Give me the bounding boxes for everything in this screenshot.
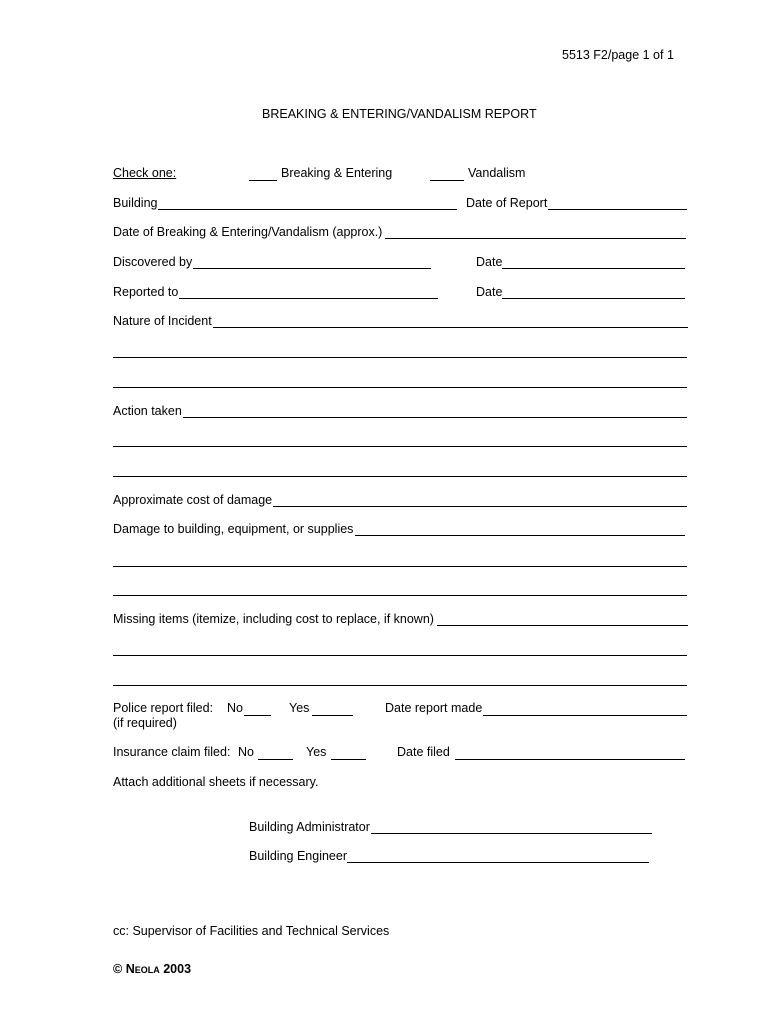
discovered-date-label: Date: [476, 255, 503, 269]
incident-date-label: Date of Breaking & Entering/Vandalism (approx.): [113, 225, 383, 239]
damage-label: Damage to building, equipment, or supplies: [113, 522, 354, 536]
vandalism-label: Vandalism: [468, 166, 526, 180]
reported-to-field[interactable]: [179, 298, 438, 299]
damage-field[interactable]: [355, 535, 685, 536]
insurance-no-label: No: [238, 745, 254, 759]
date-of-report-label: Date of Report: [466, 196, 548, 210]
building-engineer-signature[interactable]: [347, 862, 649, 863]
building-label: Building: [113, 196, 158, 210]
action-taken-field[interactable]: [183, 417, 687, 418]
action-taken-line-2[interactable]: [113, 446, 687, 447]
building-engineer-label: Building Engineer: [249, 849, 347, 863]
nature-of-incident-field[interactable]: [213, 327, 688, 328]
incident-date-field[interactable]: [385, 238, 686, 239]
copyright-symbol: ©: [113, 962, 123, 976]
police-no-label: No: [227, 701, 243, 715]
missing-items-line-3[interactable]: [113, 685, 687, 686]
breaking-entering-label: Breaking & Entering: [281, 166, 393, 180]
police-report-label: Police report filed:: [113, 701, 214, 715]
police-yes-field[interactable]: [312, 715, 353, 716]
discovered-by-label: Discovered by: [113, 255, 193, 269]
nature-of-incident-line-3[interactable]: [113, 387, 687, 388]
damage-line-2[interactable]: [113, 566, 687, 567]
missing-items-label: Missing items (itemize, including cost to replace, if known): [113, 612, 434, 626]
insurance-yes-field[interactable]: [331, 759, 366, 760]
company-name: Neola: [125, 962, 160, 976]
date-filed-field[interactable]: [455, 759, 685, 760]
reported-to-label: Reported to: [113, 285, 179, 299]
police-no-field[interactable]: [244, 715, 271, 716]
damage-line-3[interactable]: [113, 595, 687, 596]
form-number: 5513 F2/page 1 of 1: [562, 48, 674, 62]
building-administrator-signature[interactable]: [371, 833, 652, 834]
action-taken-label: Action taken: [113, 404, 182, 418]
missing-items-line-2[interactable]: [113, 655, 687, 656]
reported-date-field[interactable]: [502, 298, 685, 299]
date-filed-label: Date filed: [397, 745, 450, 759]
cc-note: cc: Supervisor of Facilities and Technical Services: [113, 924, 390, 938]
date-report-made-label: Date report made: [385, 701, 483, 715]
building-administrator-label: Building Administrator: [249, 820, 370, 834]
insurance-no-field[interactable]: [258, 759, 293, 760]
police-yes-label: Yes: [289, 701, 310, 715]
copyright-year: 2003: [163, 962, 192, 976]
approx-cost-label: Approximate cost of damage: [113, 493, 273, 507]
discovered-date-field[interactable]: [502, 268, 685, 269]
missing-items-field[interactable]: [437, 625, 688, 626]
insurance-claim-label: Insurance claim filed:: [113, 745, 231, 759]
approx-cost-field[interactable]: [273, 506, 687, 507]
discovered-by-field[interactable]: [193, 268, 431, 269]
if-required-note: (if required): [113, 716, 177, 730]
check-one-label: Check one:: [113, 166, 177, 180]
attach-note: Attach additional sheets if necessary.: [113, 775, 319, 789]
breaking-entering-checkbox[interactable]: [249, 180, 277, 181]
reported-date-label: Date: [476, 285, 503, 299]
date-report-made-field[interactable]: [483, 715, 687, 716]
copyright-footer: [113, 962, 191, 976]
date-of-report-field[interactable]: [548, 209, 687, 210]
action-taken-line-3[interactable]: [113, 476, 687, 477]
page-title: BREAKING & ENTERING/VANDALISM REPORT: [262, 107, 537, 121]
nature-of-incident-line-2[interactable]: [113, 357, 687, 358]
vandalism-checkbox[interactable]: [430, 180, 464, 181]
nature-of-incident-label: Nature of Incident: [113, 314, 212, 328]
insurance-yes-label: Yes: [306, 745, 327, 759]
building-field[interactable]: [158, 209, 457, 210]
